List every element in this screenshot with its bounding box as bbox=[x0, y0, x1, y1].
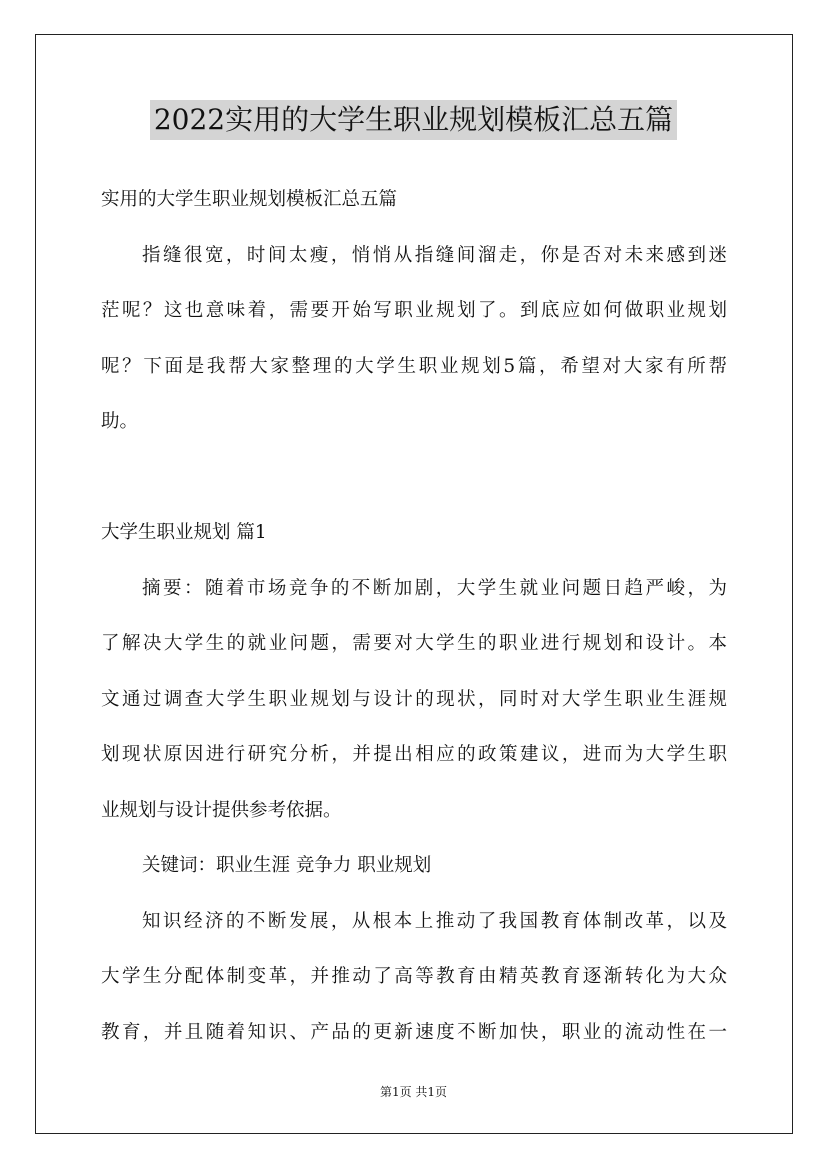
body-line-2: 大学生分配体制变革，并推动了高等教育由精英教育逐渐转化为大众 bbox=[101, 966, 727, 987]
abstract-line-2: 了解决大学生的就业问题，需要对大学生的职业进行规划和设计。本 bbox=[101, 633, 727, 654]
abstract-line-4: 划现状原因进行研究分析，并提出相应的政策建议，进而为大学生职 bbox=[101, 744, 727, 765]
document-title: 2022实用的大学生职业规划模板汇总五篇 bbox=[150, 100, 677, 140]
abstract-line-5: 业规划与设计提供参考依据。 bbox=[101, 799, 342, 821]
title-container bbox=[0, 100, 827, 140]
intro-line-3: 呢？下面是我帮大家整理的大学生职业规划5篇，希望对大家有所帮 bbox=[101, 355, 727, 377]
intro-line-1: 指缝很宽，时间太瘦，悄悄从指缝间溜走，你是否对未来感到迷 bbox=[142, 244, 727, 266]
page-footer: 第1页 共1页 bbox=[379, 1085, 448, 1099]
subtitle-line: 实用的大学生职业规划模板汇总五篇 bbox=[101, 189, 398, 210]
paragraph-gap bbox=[101, 450, 727, 506]
intro-line-2: 茫呢？这也意味着，需要开始写职业规划了。到底应如何做职业规划 bbox=[101, 300, 727, 321]
intro-line-4: 助。 bbox=[101, 411, 139, 432]
document-body bbox=[101, 172, 727, 1060]
abstract-line-3: 文通过调查大学生职业规划与设计的现状，同时对大学生职业生涯规 bbox=[101, 688, 727, 710]
body-line-3: 教育，并且随着知识、产品的更新速度不断加快，职业的流动性在一 bbox=[101, 1021, 727, 1043]
section-heading: 大学生职业规划 篇1 bbox=[101, 522, 267, 543]
abstract-line-1: 摘要：随着市场竞争的不断加剧，大学生就业问题日趋严峻，为 bbox=[142, 577, 727, 599]
keywords-line: 关键词：职业生涯 竞争力 职业规划 bbox=[142, 855, 432, 876]
body-line-1: 知识经济的不断发展，从根本上推动了我国教育体制改革，以及 bbox=[142, 910, 727, 932]
